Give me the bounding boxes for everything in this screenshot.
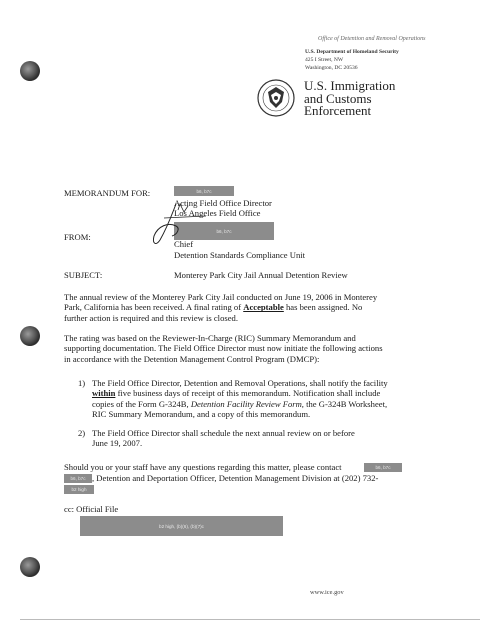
from-label: FROM:: [64, 232, 91, 242]
memorandum-for-label: MEMORANDUM FOR:: [64, 188, 151, 198]
redaction-from: b6, b7c: [174, 222, 274, 240]
paragraph-2: [64, 333, 414, 364]
p2-line-1: The rating was based on the Reviewer-In-Charge (RIC) Summary Memorandum and: [64, 333, 356, 343]
from-unit: Detention Standards Compliance Unit: [174, 250, 306, 260]
agency-line-3: Enforcement: [304, 103, 372, 118]
item-2-body: [92, 428, 422, 449]
punch-hole-top: [20, 61, 40, 81]
dhs-seal-icon: [256, 78, 296, 118]
p2-line-3: in accordance with the Detention Management Control Program (DMCP):: [64, 353, 320, 364]
p1-line-2a: Park, California has been received. A final rating of: [64, 302, 242, 313]
address-line-1: U.S. Department of Homeland Security: [305, 49, 399, 55]
contact-line-1: Should you or your staff have any questions regarding this matter, please contact: [64, 462, 342, 472]
address-block: [305, 48, 399, 72]
from-title: Chief: [174, 239, 194, 249]
within-emphasis: within: [92, 388, 116, 399]
office-line: Office of Detention and Removal Operations: [318, 36, 426, 42]
paragraph-1: [64, 292, 414, 323]
p1-line-2b: has been assigned. No: [285, 302, 363, 313]
item-2-number: 2): [78, 428, 86, 438]
redaction-cc: b2 high, (b)(6), (b)(7)c: [80, 516, 283, 536]
item-2-line-2: June 19, 2007.: [92, 438, 143, 449]
p2-line-2: supporting documentation. The Field Office Director must now initiate the following actions: [64, 343, 383, 354]
agency-name: [304, 80, 395, 118]
form-title: Detention Facility Review Form: [190, 398, 302, 409]
item-2-line-1: The Field Office Director shall schedule the next annual review on or before: [92, 428, 355, 438]
subject-label: SUBJECT:: [64, 270, 103, 280]
contact-line-2: , Detention and Deportation Officer, Detention Management Division at (202) 732-: [92, 473, 379, 483]
item-1-line-2: [92, 388, 422, 398]
rating-value: Acceptable: [243, 302, 284, 313]
cc-line: cc: Official File: [64, 504, 119, 514]
redaction-contact-name-2: b6, b7c: [64, 474, 92, 483]
agency-line-1: U.S. Immigration: [304, 78, 396, 93]
item-1-line-2b: five business days of receipt of this memorandum. Notification shall include: [117, 388, 381, 399]
to-title: Acting Field Office Director: [174, 198, 272, 208]
p1-line-2: [64, 302, 414, 312]
redaction-phone: b2 high: [64, 485, 94, 494]
address-line-2: 425 I Street, NW: [305, 57, 344, 63]
item-1-line-3: [92, 399, 422, 409]
item-1-line-3a: copies of the Form G-324B,: [92, 398, 189, 409]
item-1-line-3b: , the G-324B Worksheet,: [301, 398, 388, 409]
redaction-contact-name: b6, b7c: [364, 463, 402, 472]
redaction-for: b6, b7c: [174, 186, 234, 196]
to-office: Los Angeles Field Office: [174, 208, 261, 218]
p1-line-3: further action is required and this review is closed.: [64, 312, 238, 323]
footer-url[interactable]: www.ice.gov: [310, 589, 344, 596]
subject-text: Monterey Park City Jail Annual Detention Review: [174, 270, 348, 280]
item-1-number: 1): [78, 378, 86, 388]
signature-icon: [146, 196, 246, 256]
item-1-body: [92, 378, 422, 420]
item-1-line-4: RIC Summary Memorandum, and a copy of this memorandum.: [92, 409, 311, 420]
punch-hole-bottom: [20, 557, 40, 577]
agency-line-2: and Customs: [304, 90, 372, 106]
p1-line-1: The annual review of the Monterey Park City Jail conducted on June 19, 2006 in Monterey: [64, 292, 378, 302]
item-1-line-1: The Field Office Director, Detention and Removal Operations, shall notify the facility: [92, 378, 388, 388]
address-line-3: Washington, DC 20536: [305, 65, 358, 71]
punch-hole-middle: [20, 326, 40, 346]
bottom-rule: [20, 619, 480, 620]
